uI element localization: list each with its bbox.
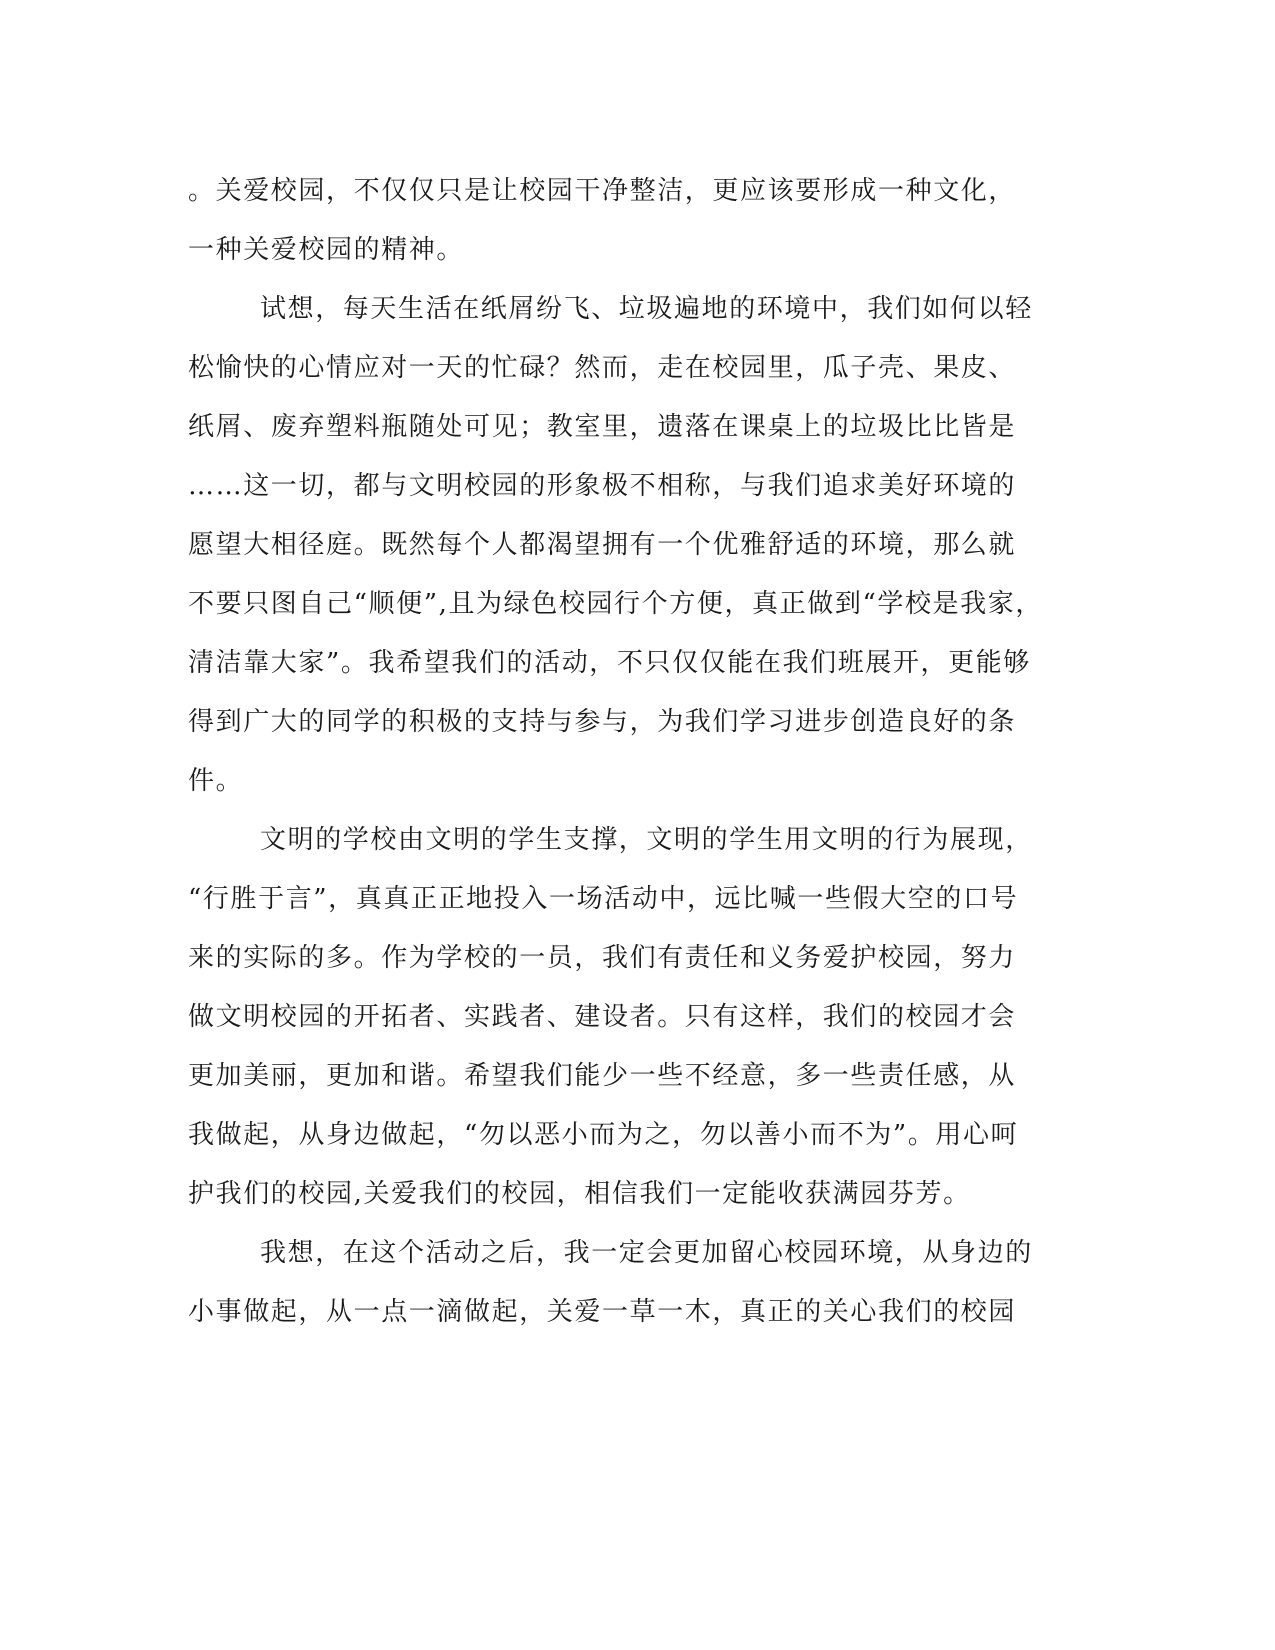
text-line: 。关爱校园，不仅仅只是让校园干净整洁，更应该要形成一种文化， bbox=[188, 176, 1017, 206]
text-line: 护我们的校园,关爱我们的校园，相信我们一定能收获满园芬芳。 bbox=[188, 1179, 971, 1209]
text-line: 更加美丽，更加和谐。希望我们能少一些不经意，多一些责任感，从 bbox=[188, 1061, 1017, 1091]
text-line: 清洁靠大家”。我希望我们的活动，不只仅仅能在我们班展开，更能够 bbox=[188, 648, 1031, 678]
body-text bbox=[188, 162, 1088, 1342]
text-line: 愿望大相径庭。既然每个人都渴望拥有一个优雅舒适的环境，那么就 bbox=[188, 530, 1017, 560]
text-line: ……这一切，都与文明校园的形象极不相称，与我们追求美好环境的 bbox=[188, 471, 1017, 501]
text-line: 做文明校园的开拓者、实践者、建设者。只有这样，我们的校园才会 bbox=[188, 1002, 1017, 1032]
text-line: 松愉快的心情应对一天的忙碌？然而，走在校园里，瓜子壳、果皮、 bbox=[188, 353, 1017, 383]
text-line: 件。 bbox=[188, 766, 244, 796]
paragraph-first-line: 文明的学校由文明的学生支撑，文明的学生用文明的行为展现， bbox=[260, 825, 1033, 855]
text-line: 小事做起，从一点一滴做起，关爱一草一木，真正的关心我们的校园 bbox=[188, 1297, 1017, 1327]
paragraph-first-line: 试想，每天生活在纸屑纷飞、垃圾遍地的环境中，我们如何以轻 bbox=[260, 294, 1033, 324]
text-line: 纸屑、废弃塑料瓶随处可见；教室里，遗落在课桌上的垃圾比比皆是 bbox=[188, 412, 1017, 442]
text-line: 来的实际的多。作为学校的一员，我们有责任和义务爱护校园，努力 bbox=[188, 943, 1017, 973]
paragraph-first-line: 我想，在这个活动之后，我一定会更加留心校园环境，从身边的 bbox=[260, 1238, 1033, 1268]
text-line: 得到广大的同学的积极的支持与参与，为我们学习进步创造良好的条 bbox=[188, 707, 1017, 737]
text-line: 我做起，从身边做起，“勿以恶小而为之，勿以善小而不为”。用心呵 bbox=[188, 1120, 1019, 1150]
text-line: 一种关爱校园的精神。 bbox=[188, 235, 465, 265]
text-line: 不要只图自己“顺便”,且为绿色校园行个方便，真正做到“学校是我家， bbox=[188, 589, 1043, 619]
text-line: “行胜于言”，真真正正地投入一场活动中，远比喊一些假大空的口号 bbox=[188, 884, 1019, 914]
